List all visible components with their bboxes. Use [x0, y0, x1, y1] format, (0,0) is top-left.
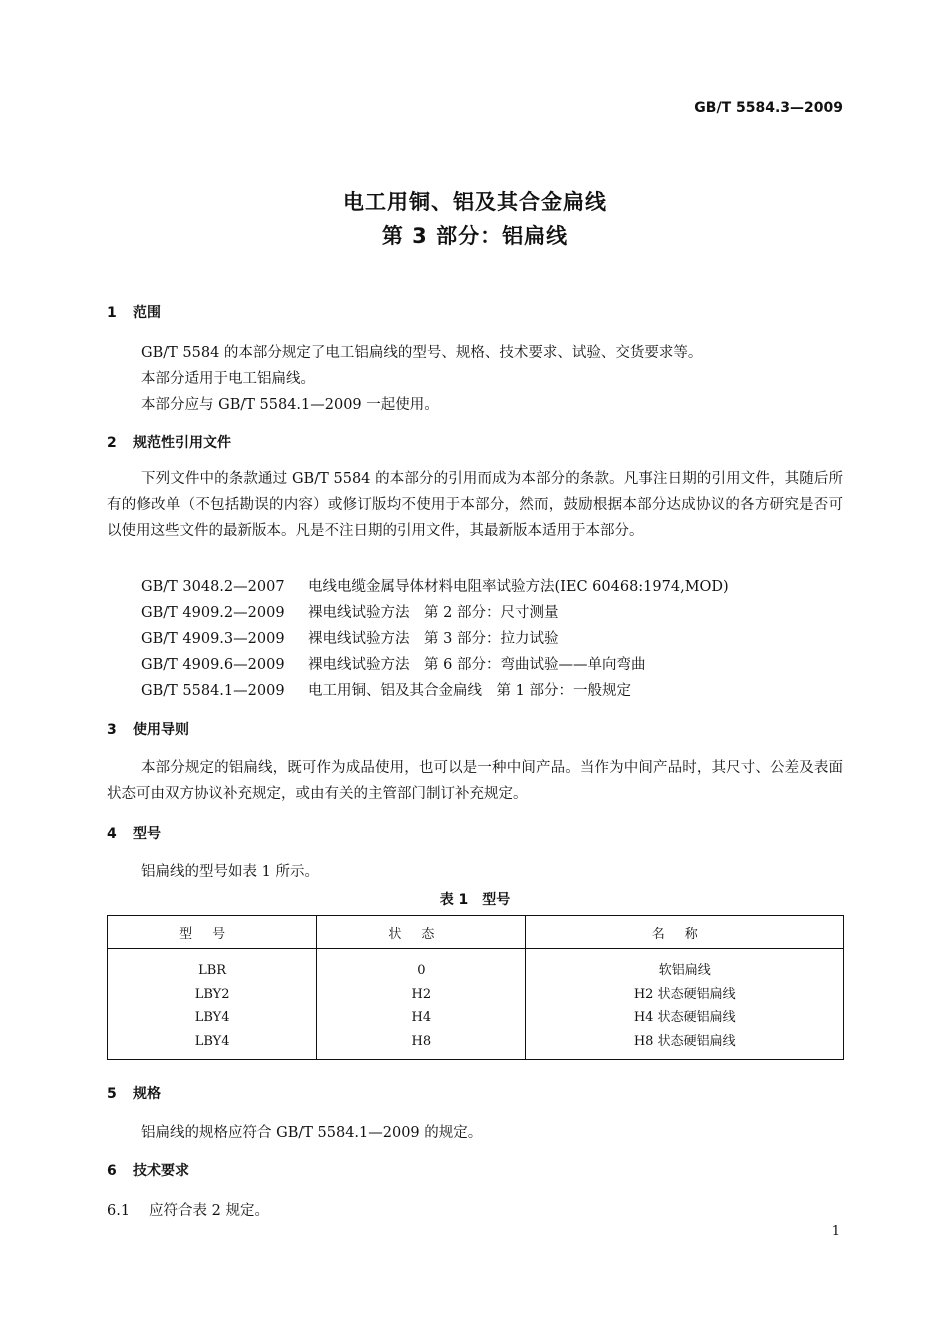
paragraph: 铝扁线的规格应符合 GB/T 5584.1—2009 的规定。 — [141, 1125, 483, 1141]
reference-title: 电工用铜、铝及其合金扁线 第 1 部分：一般规定 — [308, 683, 631, 699]
section-title: 使用导则 — [133, 722, 189, 738]
table-cell: 0 — [417, 963, 426, 978]
page-number: 1 — [831, 1224, 840, 1239]
document-subtitle: 第 3 部分：铝扁线 — [381, 224, 569, 248]
table-cell: LBY4 — [194, 1010, 230, 1025]
section-heading-6 — [107, 1160, 189, 1180]
name-column — [526, 949, 844, 1060]
table-cell: LBY2 — [194, 986, 230, 1002]
table-cell: LBY4 — [194, 1033, 230, 1049]
state-column — [317, 949, 526, 1060]
section-number: 2 — [107, 435, 117, 451]
table-cell: H4 — [411, 1010, 432, 1025]
reference-item — [141, 601, 558, 622]
section-title: 规范性引用文件 — [133, 435, 231, 451]
reference-item — [141, 679, 631, 700]
reference-code: GB/T 4909.6—2009 — [141, 657, 285, 673]
model-table — [107, 915, 844, 1060]
column-header-name: 名称 — [526, 916, 844, 949]
document-title: 电工用铜、铝及其合金扁线 — [343, 190, 607, 214]
table-cell: H4 状态硬铝扁线 — [633, 1010, 736, 1025]
paragraph: GB/T 5584 的本部分规定了电工铝扁线的型号、规格、技术要求、试验、交货要求等。 — [141, 345, 703, 361]
section-heading-3 — [107, 719, 189, 739]
table-cell: LBR — [198, 963, 227, 978]
section-heading-4 — [107, 823, 161, 843]
reference-code: GB/T 3048.2—2007 — [141, 579, 285, 595]
subsection-text: 应符合表 2 规定。 — [149, 1203, 269, 1219]
section-number: 3 — [107, 722, 117, 738]
section-heading-1 — [107, 302, 161, 322]
standard-number: GB/T 5584.3—2009 — [694, 100, 843, 116]
table-header-row — [108, 916, 844, 949]
section-number: 1 — [107, 305, 117, 321]
reference-item — [141, 575, 729, 596]
paragraph: 铝扁线的型号如表 1 所示。 — [141, 864, 319, 880]
section-title: 技术要求 — [133, 1163, 189, 1179]
subsection-number: 6.1 — [107, 1203, 131, 1219]
column-header-model: 型号 — [108, 916, 317, 949]
reference-title: 裸电线试验方法 第 2 部分：尺寸测量 — [308, 605, 559, 621]
section-heading-2 — [107, 432, 231, 452]
paragraph: 下列文件中的条款通过 GB/T 5584 的本部分的引用而成为本部分的条款。凡事注日期的引用文件，其随后所有的修改单（不包括勘误的内容）或修订版均不使用于本部分，然而，鼓励根据本部分达成协议的各方研究是否可以使用这些文件的最新版本。凡是不注日期的引用文件，其最新版本适用于本部分。 — [107, 471, 843, 539]
reference-code: GB/T 5584.1—2009 — [141, 683, 285, 699]
reference-item — [141, 627, 558, 648]
section-title: 范围 — [133, 305, 161, 321]
reference-code: GB/T 4909.3—2009 — [141, 631, 285, 647]
reference-title: 裸电线试验方法 第 3 部分：拉力试验 — [308, 631, 559, 647]
table-cell: H2 — [411, 986, 432, 1002]
table-row — [108, 949, 844, 1060]
table-cell: 软铝扁线 — [658, 963, 711, 978]
column-header-state: 状态 — [317, 916, 526, 949]
reference-title: 电线电缆金属导体材料电阻率试验方法(IEC 60468:1974,MOD) — [308, 579, 729, 595]
table-caption: 表 1 型号 — [439, 892, 511, 908]
table-cell: H2 状态硬铝扁线 — [633, 986, 736, 1002]
paragraph: 本部分规定的铝扁线，既可作为成品使用，也可以是一种中间产品。当作为中间产品时，其尺寸、公差及表面状态可由双方协议补充规定，或由有关的主管部门制订补充规定。 — [107, 760, 843, 802]
section-number: 4 — [107, 826, 117, 842]
subsection-6-1 — [107, 1199, 269, 1220]
section-title: 规格 — [133, 1086, 161, 1102]
reference-title: 裸电线试验方法 第 6 部分：弯曲试验——单向弯曲 — [308, 657, 646, 673]
table-cell: H8 状态硬铝扁线 — [633, 1033, 736, 1049]
paragraph: 本部分应与 GB/T 5584.1—2009 一起使用。 — [141, 397, 439, 413]
section-number: 5 — [107, 1086, 117, 1102]
section-heading-5 — [107, 1083, 161, 1103]
section-number: 6 — [107, 1163, 117, 1179]
section-title: 型号 — [133, 826, 161, 842]
model-column — [108, 949, 317, 1060]
reference-item — [141, 653, 645, 674]
paragraph: 本部分适用于电工铝扁线。 — [141, 371, 315, 387]
reference-code: GB/T 4909.2—2009 — [141, 605, 285, 621]
table-cell: H8 — [411, 1033, 432, 1049]
